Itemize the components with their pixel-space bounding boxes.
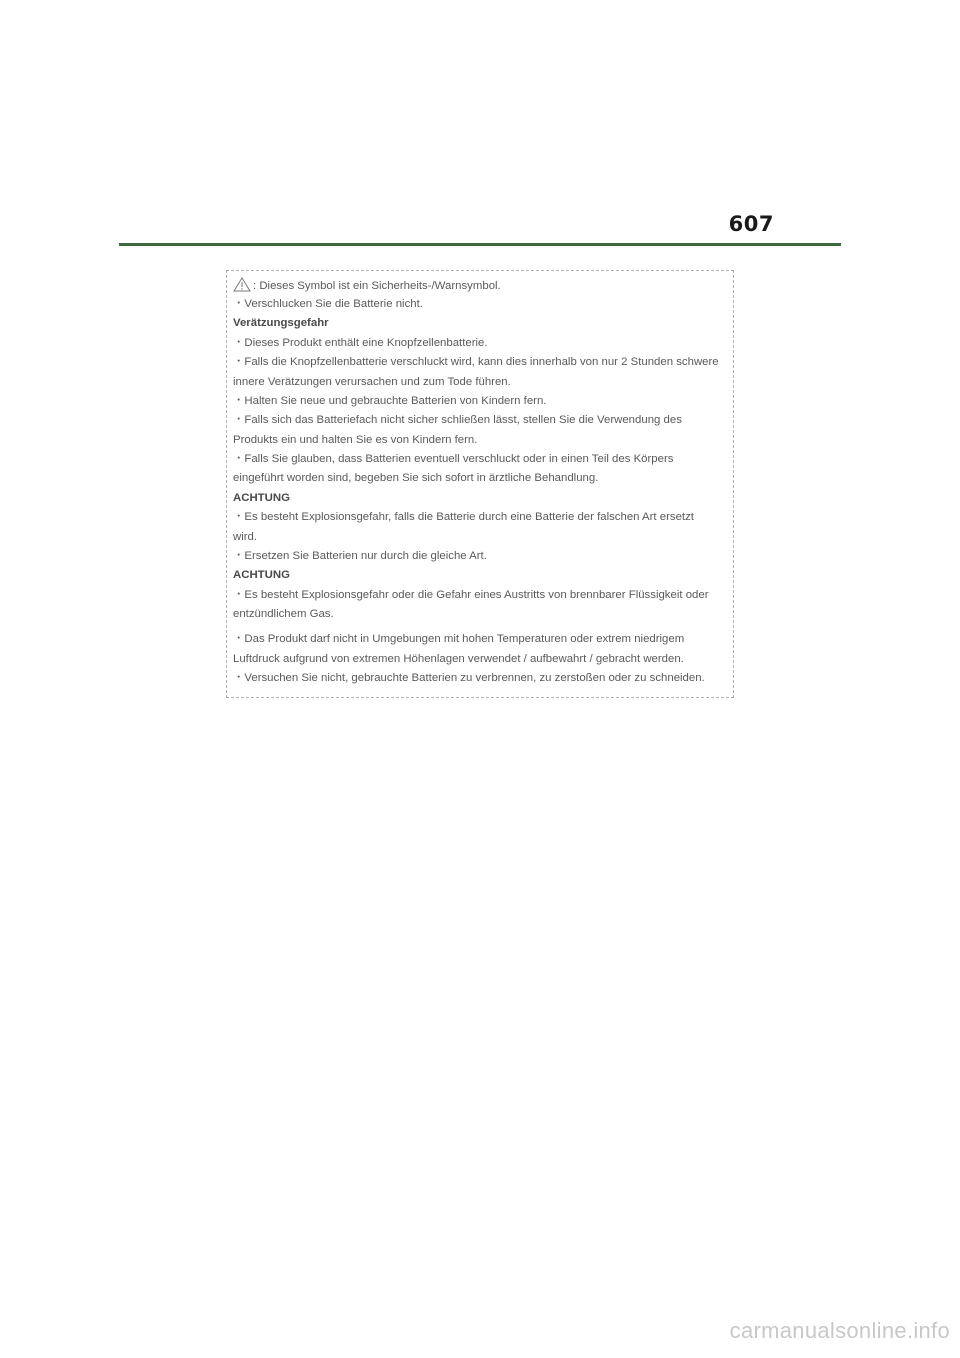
page-number: 607 [728, 212, 774, 236]
warning-line: ・Versuchen Sie nicht, gebrauchte Batterien zu verbrennen, zu zerstoßen oder zu schneiden. [233, 672, 705, 684]
warning-symbol-line [233, 277, 501, 293]
warning-line: ・Es besteht Explosionsgefahr, falls die Batterie durch eine Batterie der falschen Art ersetzt [233, 511, 694, 523]
warning-line: wird. [233, 531, 258, 543]
warning-heading: ACHTUNG [233, 492, 290, 504]
warning-line: entzündlichem Gas. [233, 608, 334, 620]
warning-line: ・Es besteht Explosionsgefahr oder die Gefahr eines Austritts von brennbarer Flüssigkeit oder [233, 589, 709, 601]
warning-line: ・Falls Sie glauben, dass Batterien eventuell verschluckt oder in einen Teil des Körpers [233, 453, 674, 465]
warning-line: ・Verschlucken Sie die Batterie nicht. [233, 298, 423, 310]
header-rule [119, 243, 841, 246]
warning-line: Produkts ein und halten Sie es von Kindern fern. [233, 434, 478, 446]
warning-line: Luftdruck aufgrund von extremen Höhenlagen verwendet / aufbewahrt / gebracht werden. [233, 653, 684, 665]
warning-symbol-text: : Dieses Symbol ist ein Sicherheits-/Warnsymbol. [253, 280, 501, 292]
warning-heading: Verätzungsgefahr [233, 317, 329, 329]
warning-line: ・Dieses Produkt enthält eine Knopfzellenbatterie. [233, 337, 488, 349]
warning-heading: ACHTUNG [233, 569, 290, 581]
warning-line: innere Verätzungen verursachen und zum Tode führen. [233, 376, 511, 388]
warning-triangle-icon [233, 277, 251, 292]
warning-line: eingeführt worden sind, begeben Sie sich sofort in ärztliche Behandlung. [233, 472, 599, 484]
warning-line: ・Halten Sie neue und gebrauchte Batterien von Kindern fern. [233, 395, 547, 407]
warning-line: ・Falls die Knopfzellenbatterie verschluckt wird, kann dies innerhalb von nur 2 Stunden schwere [233, 356, 719, 368]
warning-line: ・Ersetzen Sie Batterien nur durch die gleiche Art. [233, 550, 487, 562]
warning-line: ・Das Produkt darf nicht in Umgebungen mit hohen Temperaturen oder extrem niedrigem [233, 633, 685, 645]
warning-line: ・Falls sich das Batteriefach nicht sicher schließen lässt, stellen Sie die Verwendung des [233, 414, 682, 426]
footer-watermark: carmanualsonline.info [729, 1318, 950, 1343]
